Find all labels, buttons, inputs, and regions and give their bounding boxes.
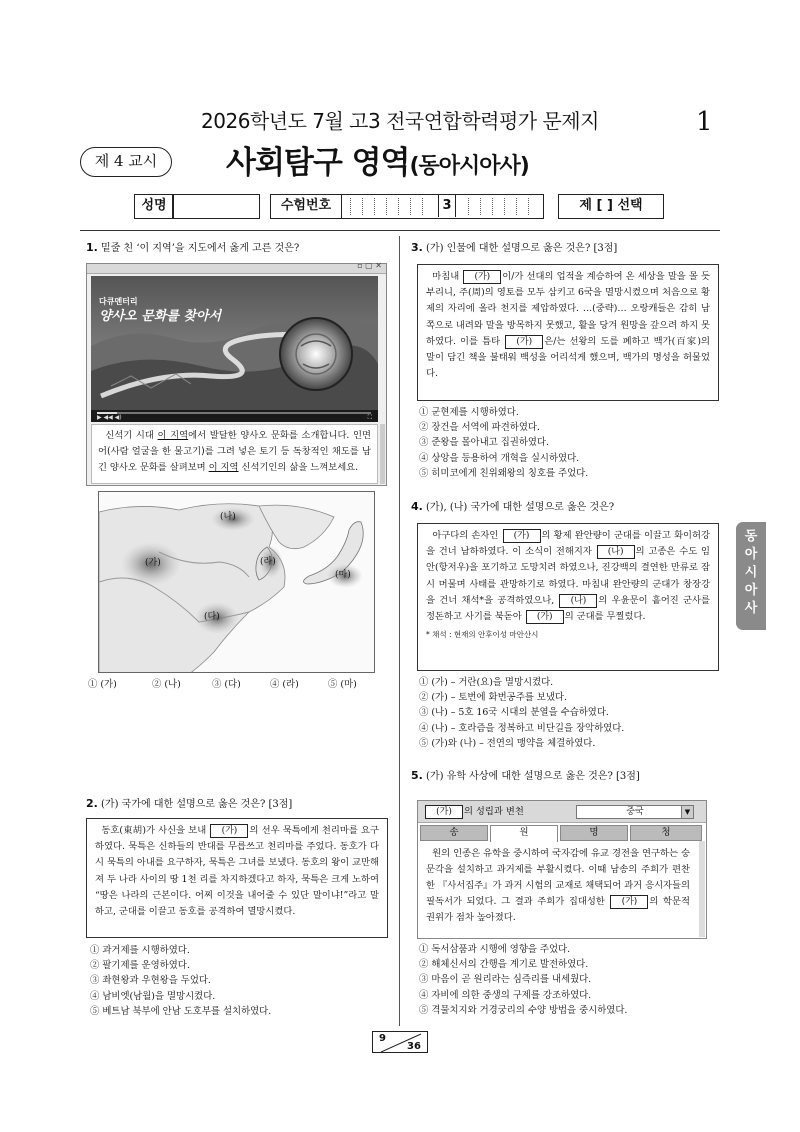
q5-option-2[interactable]: ② 해체신서의 간행을 계기로 발전하였다. xyxy=(419,959,589,971)
q1-video-window xyxy=(86,263,387,486)
q2-option-5[interactable]: ⑤ 베트남 북부에 안남 도호부를 설치하였다. xyxy=(90,1005,272,1017)
east-asia-map xyxy=(99,492,375,673)
q3-option-2[interactable]: ② 장건을 서역에 파견하였다. xyxy=(419,422,540,434)
region-select[interactable]: 중국 ▼ xyxy=(576,805,694,819)
q5-window-title: (가) 의 성립과 변천 xyxy=(424,804,524,819)
q4-blank-ga-1: (가) xyxy=(503,529,541,543)
q5-option-5[interactable]: ⑤ 격물치지와 거경궁리의 수양 방법을 중시하였다. xyxy=(419,1004,628,1016)
video-progress-track[interactable] xyxy=(97,412,371,414)
name-label: 성명 xyxy=(134,194,174,219)
session-badge: 제 4 교시 xyxy=(80,147,172,177)
q1-option-1[interactable]: ① (가) xyxy=(88,679,117,690)
chevron-down-icon[interactable]: ▼ xyxy=(681,806,693,818)
q3-option-1[interactable]: ① 군현제를 시행하였다. xyxy=(419,407,519,418)
q5-option-3[interactable]: ③ 마음이 곧 원리라는 심즉리를 내세웠다. xyxy=(419,974,592,986)
video-caption: 신석기 시대 이 지역에서 발달한 양사오 문화를 소개합니다. 인면어(사람 얼굴을 한 물고기)를 그려 넣은 토기 등 독창적인 채도를 남긴 양사오 문화를 살펴보며 이 지역 신석기인의 삶을 느껴보세요. xyxy=(91,424,378,484)
name-field[interactable] xyxy=(172,194,260,219)
q4-footnote: * 채석 : 현재의 안후이성 마안산시 xyxy=(426,630,539,640)
exam-no-field[interactable] xyxy=(340,194,544,219)
q4-option-1[interactable]: ① (가) – 거란(요)을 멸망시켰다. xyxy=(419,677,554,688)
subject-title xyxy=(226,138,529,188)
exam-title: 2026학년도 7월 고3 전국연합학력평가 문제지 xyxy=(201,109,599,133)
header-rule xyxy=(80,230,720,231)
fullscreen-icon[interactable]: ⛶ xyxy=(367,414,372,421)
q2-stem: 2. (가) 국가에 대한 설명으로 옳은 것은? [3점] xyxy=(86,797,293,810)
q4-blank-ga-2: (가) xyxy=(526,610,564,624)
q3-options xyxy=(419,405,588,481)
q2-passage: 동호(東胡)가 사신을 보내 (가) 의 선우 묵특에게 천리마를 요구하였다. 묵특은 신하들의 반대를 무릅쓰고 천리마를 주었다. 동호가 다시 묵특의 아내를 요구하자, 묵특은 그녀를 보냈다. 동호의 왕이 교만해져 두 나라 사이의 땅 1천 리를 차지하겠다고 하자, 묵특은 크게 노하여 “땅은 나라의 근본이다. 어찌 이것을 내어줄 수 있단 말이냐!”라고 말하고, 군대를 이끌고 동호를 공격하여 멸망시켰다. xyxy=(86,818,388,938)
q4-option-2[interactable]: ② (가) – 토번에 화번공주를 보냈다. xyxy=(419,692,567,704)
subject-main: 사회탐구 영역 xyxy=(226,145,410,181)
q4-passage: 아구다의 손자인 (가) 의 황제 완안량이 군대를 이끌고 화이허강을 건너 남하하였다. 이 소식이 전해지자 (나) 의 고종은 수도 임안(항저우)을 포기하고 도망치려 하였으나, 진강백의 결연한 만류로 잠시 머물며 사태를 관망하기로 하였다. 마침내 완안량의 군대가 창장강을 건너 채석*을 공격하였으나, (나) 의 우윤문이 흩어진 군사를 정돈하고 사기를 북돋아 (가) 의 군대를 무찔렀다. * 채석 : 현재의 안후이성 마안산시 xyxy=(417,523,719,671)
total-pages: 36 xyxy=(407,1041,421,1052)
choice-label: 제 [ ] 선택 xyxy=(558,194,664,219)
tab-ming[interactable]: 명 xyxy=(560,825,628,841)
video-title: 양사오 문화를 찾아서 xyxy=(99,309,222,324)
q3-option-4[interactable]: ④ 상앙을 등용하여 개혁을 실시하였다. xyxy=(419,452,580,464)
video-tag: 다큐멘터리 xyxy=(99,297,138,306)
exam-no-label: 수험번호 xyxy=(270,194,342,219)
column-divider xyxy=(399,236,400,1026)
q3-blank-2: (가) xyxy=(505,335,543,349)
video-frame[interactable] xyxy=(91,276,378,410)
tab-yuan[interactable]: 원 xyxy=(490,825,558,842)
q4-option-4[interactable]: ④ (나) – 호라즘을 정복하고 비단길을 장악하였다. xyxy=(419,722,625,734)
subject-side-tab xyxy=(736,522,766,630)
q2-option-2[interactable]: ② 팔기제를 운영하였다. xyxy=(90,960,190,972)
q5-window xyxy=(417,800,707,939)
q2-option-1[interactable]: ① 과거제를 시행하였다. xyxy=(90,945,190,956)
page-number: 1 xyxy=(696,107,713,137)
q4-option-5[interactable]: ⑤ (가)와 (나) – 전연의 맹약을 체결하였다. xyxy=(419,737,596,749)
map-label-na: (나) xyxy=(220,512,236,522)
q5-scrollbar[interactable] xyxy=(699,841,705,937)
q3-stem: 3. (가) 인물에 대한 설명으로 옳은 것은? [3점] xyxy=(411,241,618,254)
q1-option-3[interactable]: ③ (다) xyxy=(212,679,241,690)
map-label-ga: (가) xyxy=(145,558,161,568)
q4-option-3[interactable]: ③ (나) – 5호 16국 시대의 분열을 수습하였다. xyxy=(419,707,609,719)
q5-tabs xyxy=(420,825,704,841)
page-counter xyxy=(372,1031,428,1053)
window-controls-icon[interactable]: ▫ ▢ ✕ xyxy=(357,261,382,270)
q2-option-4[interactable]: ④ 남비엣(남월)을 멸망시켰다. xyxy=(90,990,216,1002)
q2-options xyxy=(90,943,271,1019)
q2-blank: (가) xyxy=(210,824,248,838)
q3-option-5[interactable]: ⑤ 히미코에게 친위왜왕의 칭호를 주었다. xyxy=(419,467,589,479)
tab-song[interactable]: 송 xyxy=(420,825,488,841)
q1-option-4[interactable]: ④ (라) xyxy=(270,679,299,690)
q5-passage: 원의 인종은 유학을 중시하여 국자감에 유교 경전을 연구하는 숭문각을 설치하고 과거제를 부활시켰다. 이때 남송의 주희가 편찬한 『사서집주』가 과거 시험의 교재로 채택되어 과거 응시자들의 필독서가 되었다. 그 결과 주희가 집대성한 (가) 의 학문적 권위가 점차 높아졌다. xyxy=(426,848,690,923)
subject-sub: (동아시아사) xyxy=(409,154,529,179)
q5-window-header xyxy=(418,801,706,823)
play-icon[interactable]: ▶ ◀◀ ◀) xyxy=(97,414,122,421)
q5-title-blank: (가) xyxy=(425,805,463,819)
q1-stem: 1. 밑줄 친 ‘이 지역’을 지도에서 옳게 고른 것은? xyxy=(86,241,300,254)
q4-blank-na-2: (나) xyxy=(559,594,597,608)
q1-map xyxy=(98,491,375,673)
q3-passage: 마침내 (가) 이/가 선대의 업적을 계승하여 온 세상을 말을 몰 듯 부리니, 주(周)의 영토를 모두 삼키고 6국을 멸망시켰으며 처음으로 황제의 자리에 올라 천지를 제압하였다. …(중략)… 오랑캐들은 감히 남쪽으로 내려와 말을 방목하지 못했고, 활을 당겨 원망을 갚으려 하지 못하였다. 이를 틈타 (가) 은/는 선왕의 도를 폐하고 백가(百家)의 말이 담긴 책을 불태워 백성을 어리석게 했으며, 백가의 명성을 허물었다. xyxy=(417,264,719,401)
q5-option-1[interactable]: ① 독서삼품과 시행에 영향을 주었다. xyxy=(419,944,571,955)
q5-options xyxy=(419,942,627,1018)
q1-option-5[interactable]: ⑤ (마) xyxy=(328,679,357,690)
q5-passage-blank: (가) xyxy=(610,895,648,909)
q2-option-3[interactable]: ③ 좌현왕과 우현왕을 두었다. xyxy=(90,975,211,987)
map-label-ra: (라) xyxy=(260,557,276,567)
q4-options xyxy=(419,675,624,751)
current-page: 9 xyxy=(379,1033,386,1044)
q4-blank-na-1: (나) xyxy=(597,545,635,559)
q1-option-2[interactable]: ② (나) xyxy=(152,679,181,690)
q5-option-4[interactable]: ④ 자비에 의한 중생의 구제를 강조하였다. xyxy=(419,989,592,1001)
q3-option-3[interactable]: ③ 준왕을 몰아내고 집권하였다. xyxy=(419,437,549,449)
map-label-ma: (마) xyxy=(335,570,351,580)
exam-no-digit: 3 xyxy=(438,195,456,217)
side-tab-text: 동아시아사 xyxy=(744,529,758,616)
q5-stem: 5. (가) 유학 사상에 대한 설명으로 옳은 것은? [3점] xyxy=(411,769,640,782)
video-controls xyxy=(91,410,378,422)
window-titlebar xyxy=(87,261,386,274)
q4-stem: 4. (가), (나) 국가에 대한 설명으로 옳은 것은? xyxy=(411,500,615,513)
q3-blank-1: (가) xyxy=(463,270,501,284)
map-label-da: (다) xyxy=(204,612,220,622)
caption-scrollbar[interactable] xyxy=(380,424,385,484)
tab-qing[interactable]: 청 xyxy=(630,825,702,841)
